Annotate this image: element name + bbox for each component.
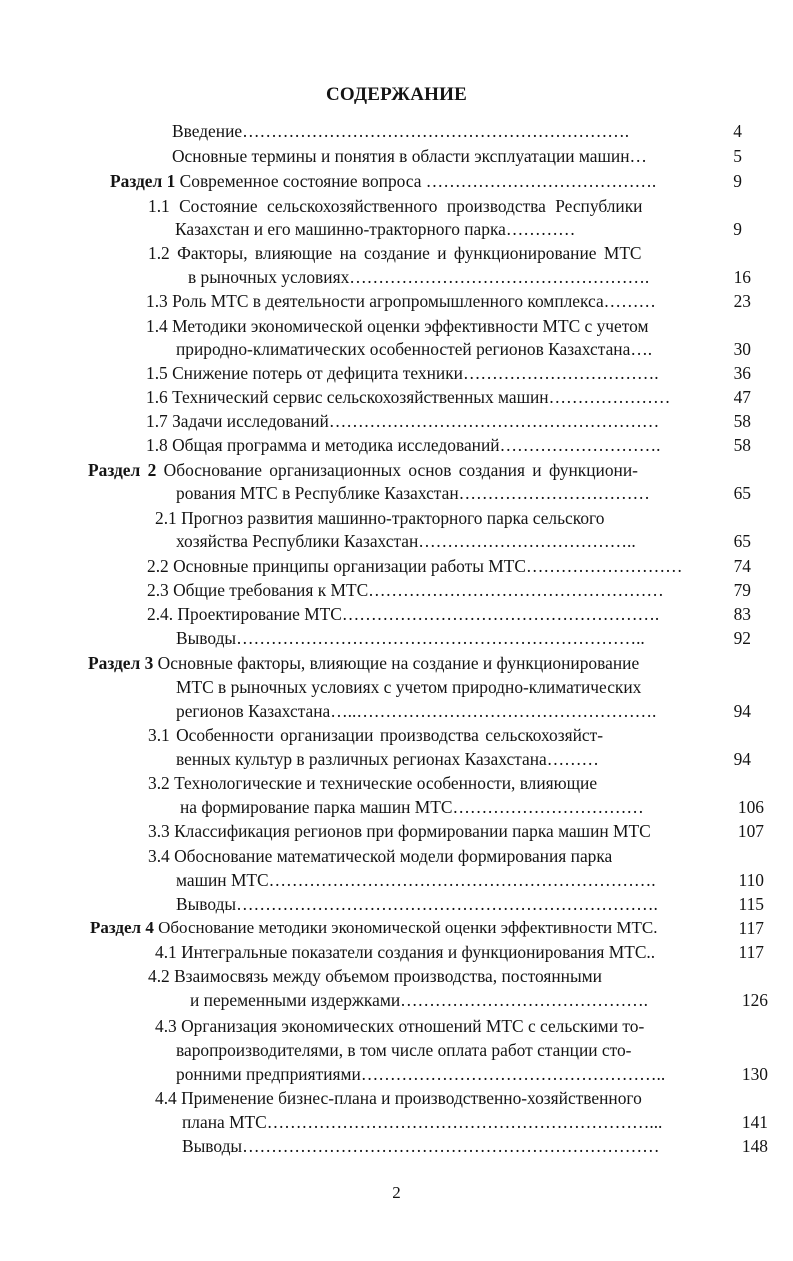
- section-label: Раздел 4: [90, 918, 154, 937]
- toc-page-number: 117: [738, 942, 764, 962]
- toc-page-number: 141: [741, 1112, 768, 1132]
- toc-page-number: 30: [733, 339, 751, 359]
- section-title: Современное состояние вопроса ………………………………….: [179, 171, 657, 191]
- toc-page-number: 23: [733, 291, 751, 311]
- toc-page-number: 58: [733, 435, 751, 455]
- toc-page-number: 9: [733, 219, 742, 239]
- section-title: Обоснование организационных основ создания и функциони-: [163, 460, 638, 480]
- toc-entry: 4.4 Применение бизнес-плана и производственно-хозяйственного: [155, 1088, 642, 1108]
- toc-entry: хозяйства Республики Казахстан………………………………..: [176, 531, 636, 551]
- toc-entry: 3.3 Классификация регионов при формировании парка машин МТС: [148, 821, 651, 841]
- toc-entry: Казахстан и его машинно-тракторного парка…………: [175, 219, 576, 239]
- toc-entry: 1.7 Задачи исследований…………………………………………………: [146, 411, 660, 431]
- toc-entry: Выводы……………………………………………………………….: [176, 894, 658, 914]
- section-title: Обоснование методики экономической оценки эффективности МТС.: [158, 918, 658, 937]
- page-number: 2: [392, 1183, 401, 1202]
- toc-entry: и переменными издержками…………………………………….: [190, 990, 648, 1010]
- toc-entry: Введение………………………………………………………….: [172, 121, 630, 141]
- toc-entry: плана МТС…………………………………………………………...: [182, 1112, 663, 1132]
- toc-page-number: 107: [737, 821, 764, 841]
- toc-entry: регионов Казахстана…..…………………………………………….: [176, 701, 657, 721]
- toc-entry: машин МТС………………………………………………………….: [176, 870, 656, 890]
- toc-entry: 1.6 Технический сервис сельскохозяйственных машин…………………: [146, 387, 671, 407]
- toc-entry: 3.1 Особенности организации производства сельскохозяйст-: [148, 725, 604, 745]
- toc-entry: 4.3 Организация экономических отношений МТС с сельскими то-: [155, 1016, 645, 1036]
- toc-page-number: 74: [733, 556, 751, 576]
- toc-entry: 1.2 Факторы, влияющие на создание и функционирование МТС: [148, 243, 642, 263]
- toc-entry: 3.2 Технологические и технические особенности, влияющие: [148, 773, 598, 793]
- toc-entry: 2.2 Основные принципы организации работы МТС………………………: [147, 556, 683, 576]
- toc-page-number: 126: [741, 990, 768, 1010]
- toc-page-number: 117: [738, 918, 764, 938]
- toc-page-number: 148: [741, 1136, 768, 1156]
- toc-entry: 1.5 Снижение потерь от дефицита техники…………………………….: [146, 363, 659, 383]
- section-label: Раздел 1: [110, 171, 176, 191]
- toc-page-number: 94: [733, 701, 751, 721]
- toc-entry: МТС в рыночных условиях с учетом природно-климатических: [176, 677, 642, 697]
- toc-page-number: 94: [733, 749, 751, 769]
- toc-page-number: 65: [733, 531, 751, 551]
- toc-page-number: 9: [733, 171, 742, 191]
- toc-page-number: 4: [733, 121, 742, 141]
- toc-entry: Основные термины и понятия в области эксплуатации машин…: [172, 146, 647, 166]
- toc-page-number: 5: [733, 146, 742, 166]
- toc-entry: в рыночных условиях…………………………………………….: [188, 267, 650, 287]
- toc-page-number: 130: [741, 1064, 768, 1084]
- toc-page-number: 106: [737, 797, 764, 817]
- toc-entry: рования МТС в Республике Казахстан……………………………: [176, 483, 650, 503]
- toc-section-entry: [90, 917, 730, 939]
- toc-entry: венных культур в различных регионах Казахстана………: [176, 749, 599, 769]
- toc-entry: 2.1 Прогноз развития машинно-тракторного парка сельского: [155, 508, 605, 528]
- toc-entry: 4.1 Интегральные показатели создания и функционирования МТС..: [155, 942, 656, 962]
- toc-entry: 1.8 Общая программа и методика исследований……………………….: [146, 435, 661, 455]
- toc-page-number: 83: [733, 604, 751, 624]
- page-title: СОДЕРЖАНИЕ: [326, 84, 467, 105]
- toc-page-number: 65: [733, 483, 751, 503]
- toc-entry: 3.4 Обоснование математической модели формирования парка: [148, 846, 613, 866]
- toc-section-entry: [88, 459, 728, 481]
- toc-page-number: 36: [733, 363, 751, 383]
- toc-page-number: 47: [733, 387, 751, 407]
- toc-entry: 4.2 Взаимосвязь между объемом производства, постоянными: [148, 966, 602, 986]
- toc-entry: варопроизводителями, в том числе оплата работ станции сто-: [176, 1040, 632, 1060]
- toc-page-number: 16: [733, 267, 751, 287]
- toc-entry: 2.4. Проектирование МТС……………………………………………….: [147, 604, 660, 624]
- toc-entry: ронними предприятиями……………………………………………..: [176, 1064, 666, 1084]
- section-label: Раздел 3: [88, 653, 154, 673]
- toc-page-number: 110: [738, 870, 764, 890]
- toc-section-entry: [110, 170, 725, 192]
- toc-page-number: 92: [733, 628, 751, 648]
- toc-page-number: 79: [733, 580, 751, 600]
- section-label: Раздел 2: [88, 460, 157, 480]
- toc-entry: Выводы……………………………………………………………..: [176, 628, 645, 648]
- toc-page-number: 58: [733, 411, 751, 431]
- toc-entry: 1.1 Состояние сельскохозяйственного производства Республики: [148, 196, 643, 216]
- toc-section-entry: [88, 652, 728, 674]
- toc-page-number: 115: [738, 894, 764, 914]
- toc-entry: природно-климатических особенностей регионов Казахстана….: [176, 339, 653, 359]
- section-title: Основные факторы, влияющие на создание и функционирование: [157, 653, 640, 673]
- toc-entry: 1.4 Методики экономической оценки эффективности МТС с учетом: [146, 316, 649, 336]
- toc-entry: на формирование парка машин МТС……………………………: [180, 797, 644, 817]
- toc-entry: 1.3 Роль МТС в деятельности агропромышленного комплекса………: [146, 291, 656, 311]
- toc-entry: 2.3 Общие требования к МТС……………………………………………: [147, 580, 664, 600]
- toc-entry: Выводы………………………………………………………………: [182, 1136, 660, 1156]
